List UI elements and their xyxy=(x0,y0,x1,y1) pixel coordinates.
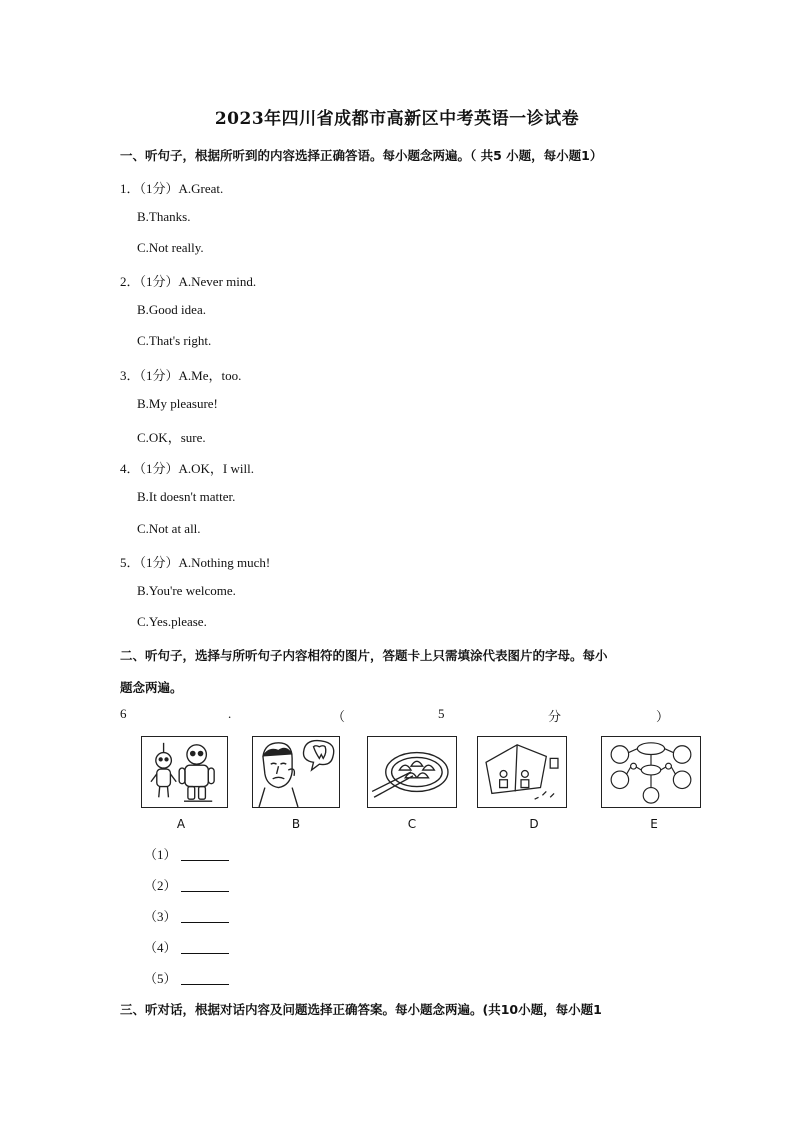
section3-heading: 三、听对话，根据对话内容及问题选择正确答案。每小题念两遍。(共10小题，每小题1 xyxy=(120,1002,602,1017)
picture-b xyxy=(252,736,340,808)
q6-left-paren: （ xyxy=(332,709,346,724)
q1-stem: 1．（1分）A.Great. xyxy=(120,181,224,196)
toothache-icon xyxy=(253,737,339,807)
picture-e-label: E xyxy=(650,817,658,831)
robots-icon xyxy=(142,737,227,807)
answer-line-5 xyxy=(144,968,229,987)
picture-e xyxy=(601,736,701,808)
answer-number: （3） xyxy=(144,909,177,924)
answer-line-2 xyxy=(144,875,229,894)
answer-number: （1） xyxy=(144,847,177,862)
mind-map-icon xyxy=(602,737,700,807)
q5-stem: 5．（1分）A.Nothing much! xyxy=(120,555,271,570)
answer-blank[interactable] xyxy=(181,910,229,923)
tent-icon xyxy=(478,737,566,807)
q2-option-c: C.That's right. xyxy=(137,333,212,348)
q5-option-b: B.You're welcome. xyxy=(137,583,236,598)
answer-number: （2） xyxy=(144,878,177,893)
picture-c-label: C xyxy=(407,817,417,831)
q4-option-c: C.Not at all. xyxy=(137,521,201,536)
picture-d-label: D xyxy=(529,817,539,831)
q1-option-b: B.Thanks. xyxy=(137,209,191,224)
section2-heading-line1: 二、听句子，选择与所听句子内容相符的图片，答题卡上只需填涂代表图片的字母。每小 xyxy=(120,648,608,663)
q6-right-paren: ） xyxy=(656,709,670,724)
q3-stem: 3．（1分）A.Me，too. xyxy=(120,368,242,383)
answer-line-3 xyxy=(144,906,229,925)
q6-number: 6 xyxy=(120,706,127,721)
answer-number: （4） xyxy=(144,940,177,955)
q6-header xyxy=(120,706,668,724)
q3-option-c: C.OK，sure. xyxy=(137,430,206,445)
picture-d xyxy=(477,736,567,808)
q2-stem: 2．（1分）A.Never mind. xyxy=(120,274,257,289)
answer-blank[interactable] xyxy=(181,879,229,892)
q4-stem: 4．（1分）A.OK，I will. xyxy=(120,461,254,476)
q6-points: 5 xyxy=(438,706,445,721)
picture-b-label: B xyxy=(291,817,301,831)
q4-option-b: B.It doesn't matter. xyxy=(137,489,236,504)
q3-option-b: B.My pleasure! xyxy=(137,396,218,411)
q1-option-c: C.Not really. xyxy=(137,240,204,255)
section1-heading: 一、听句子，根据所听到的内容选择正确答语。每小题念两遍。（ 共5 小题，每小题1） xyxy=(120,148,603,163)
answer-line-4 xyxy=(144,937,229,956)
section2-heading-line2: 题念两遍。 xyxy=(120,680,183,695)
answer-blank[interactable] xyxy=(181,941,229,954)
picture-c xyxy=(367,736,457,808)
picture-a-label: A xyxy=(176,817,186,831)
answer-blank[interactable] xyxy=(181,972,229,985)
answer-line-1 xyxy=(144,844,229,863)
q5-option-c: C.Yes.please. xyxy=(137,614,207,629)
q6-dot: . xyxy=(228,706,232,721)
q6-points-unit: 分 xyxy=(548,709,562,724)
page-title: 2023年四川省成都市高新区中考英语一诊试卷 xyxy=(214,109,580,129)
dumplings-icon xyxy=(368,737,456,807)
picture-a xyxy=(141,736,228,808)
q2-option-b: B.Good idea. xyxy=(137,302,206,317)
answer-blank[interactable] xyxy=(181,848,229,861)
answer-number: （5） xyxy=(144,971,177,986)
